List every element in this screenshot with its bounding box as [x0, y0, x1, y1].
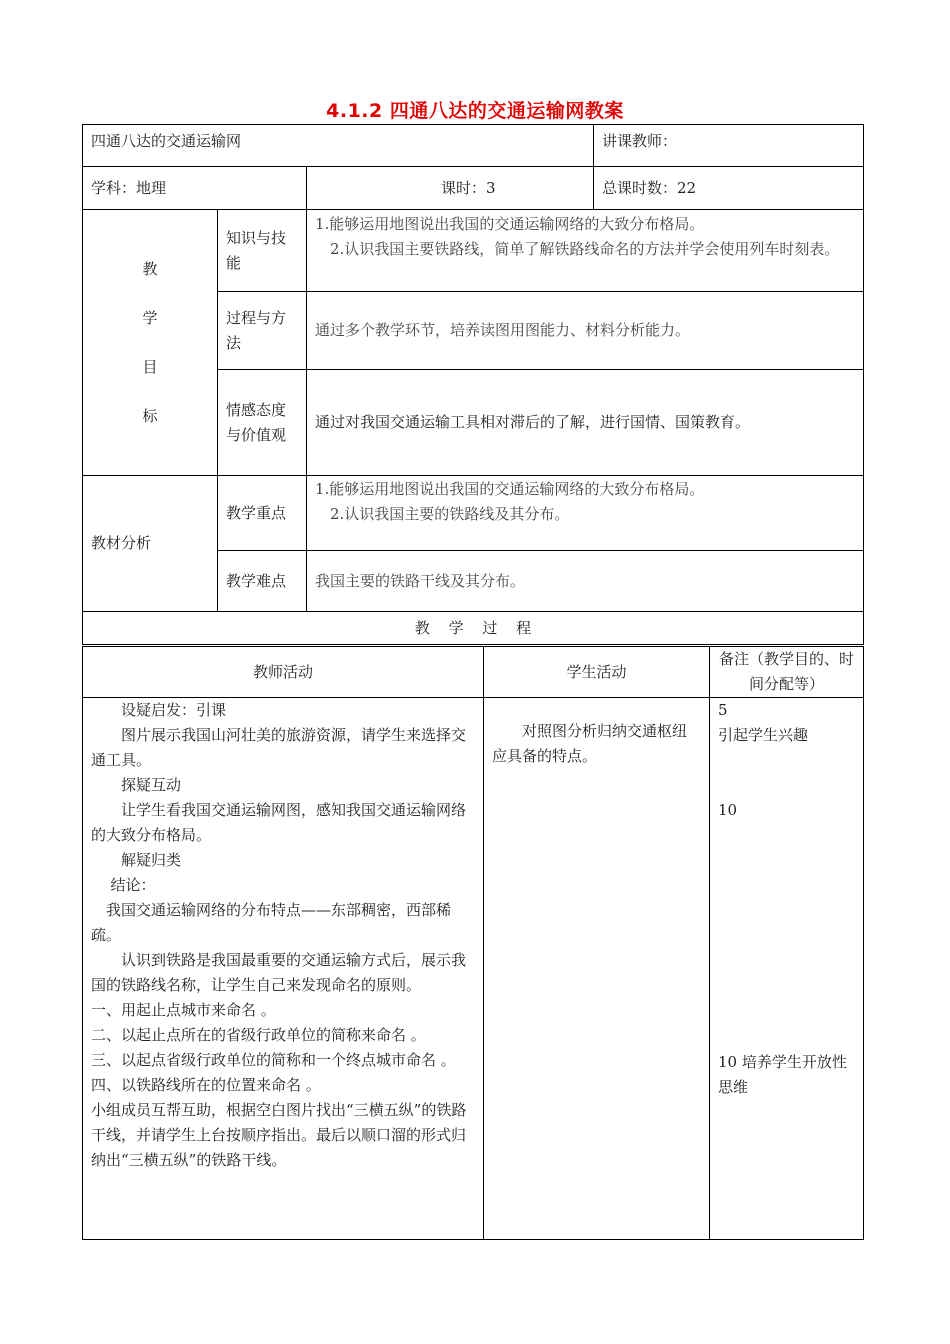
notes-cell	[710, 698, 864, 1240]
teacher-line: 探疑互动	[121, 776, 182, 794]
goal-name: 知识与技能	[218, 210, 307, 292]
process-table	[82, 646, 864, 1240]
difficulty-content: 我国主要的铁路干线及其分布。	[307, 551, 864, 612]
teacher-line: 我国交通运输网络的分布特点——东部稠密，西部稀疏。	[91, 901, 452, 944]
teacher-line: 让学生看我国交通运输网图，感知我国交通运输网络的大致分布格局。	[91, 801, 467, 844]
teacher-line: 四、以铁路线所在的位置来命名 。	[91, 1076, 321, 1094]
document-title: 4.1.2 四通八达的交通运输网教案	[326, 100, 624, 122]
goal-line: 通过多个教学环节，培养读图用图能力、材料分析能力。	[315, 321, 691, 339]
goals-label-char: 学	[142, 308, 158, 327]
goal-line: 1.能够运用地图说出我国的交通运输网络的大致分布格局。	[315, 215, 705, 233]
teacher-line: 解疑归类	[121, 851, 182, 869]
col-student-activity: 学生活动	[484, 647, 710, 698]
key-line: 2.认识我国主要的铁路线及其分布。	[330, 505, 570, 523]
teacher-line: 一、用起止点城市来命名 。	[91, 1001, 276, 1019]
goals-label-char: 标	[142, 406, 158, 425]
teacher-line: 三、以起点省级行政单位的简称和一个终点城市命名 。	[91, 1051, 456, 1069]
col-notes: 备注（教学目的、时间分配等）	[710, 647, 864, 698]
material-label: 教材分析	[83, 476, 218, 612]
note-line: 5	[718, 701, 728, 719]
teacher-line: 图片展示我国山河壮美的旅游资源，请学生来选择交通工具。	[91, 726, 467, 769]
teacher-activity-cell	[83, 698, 484, 1240]
key-label: 教学重点	[218, 476, 307, 551]
note-line: 10	[718, 801, 738, 819]
key-line: 1.能够运用地图说出我国的交通运输网络的大致分布格局。	[315, 480, 705, 498]
goal-line: 2.认识我国主要铁路线，简单了解铁路线命名的方法并学会使用列车时刻表。	[330, 240, 840, 258]
note-line: 引起学生兴趣	[718, 726, 809, 744]
goal-name: 情感态度与价值观	[218, 370, 307, 476]
col-teacher-activity: 教师活动	[83, 647, 484, 698]
process-heading: 教 学 过 程	[83, 612, 864, 645]
teacher-label: 讲课教师：	[594, 125, 864, 167]
teacher-line: 二、以起止点所在的省级行政单位的简称来命名 。	[91, 1026, 426, 1044]
topic-cell: 四通八达的交通运输网	[83, 125, 594, 167]
goals-label	[83, 210, 218, 476]
student-line: 对照图分析归纳交通枢纽应具备的特点。	[492, 722, 688, 765]
goals-label-char: 教	[142, 259, 158, 278]
lesson-plan-table	[82, 124, 864, 645]
teacher-line: 小组成员互帮互助，根据空白图片找出“三横五纵”的铁路干线，并请学生上台按顺序指出。最后以顺口溜的形式归纳出“三横五纵”的铁路干线。	[91, 1101, 467, 1169]
goal-name: 过程与方法	[218, 292, 307, 370]
goals-label-char: 目	[142, 357, 158, 376]
teacher-line: 结论：	[110, 876, 156, 894]
goal-content	[307, 370, 864, 476]
note-line: 10 培养学生开放性思维	[718, 1053, 847, 1096]
goal-line: 通过对我国交通运输工具相对滞后的了解，进行国情、国策教育。	[315, 413, 751, 431]
subject-cell: 学科：地理	[83, 167, 307, 210]
teacher-line: 认识到铁路是我国最重要的交通运输方式后，展示我国的铁路线名称，让学生自己来发现命名的原则。	[91, 951, 467, 994]
student-activity-cell	[484, 698, 710, 1240]
total-cell: 总课时数：22	[594, 167, 864, 210]
teacher-line: 设疑启发：引课	[121, 701, 227, 719]
lesson-cell: 课时：3	[307, 167, 594, 210]
goal-content	[307, 292, 864, 370]
difficulty-label: 教学难点	[218, 551, 307, 612]
goal-content	[307, 210, 864, 292]
key-content	[307, 476, 864, 551]
